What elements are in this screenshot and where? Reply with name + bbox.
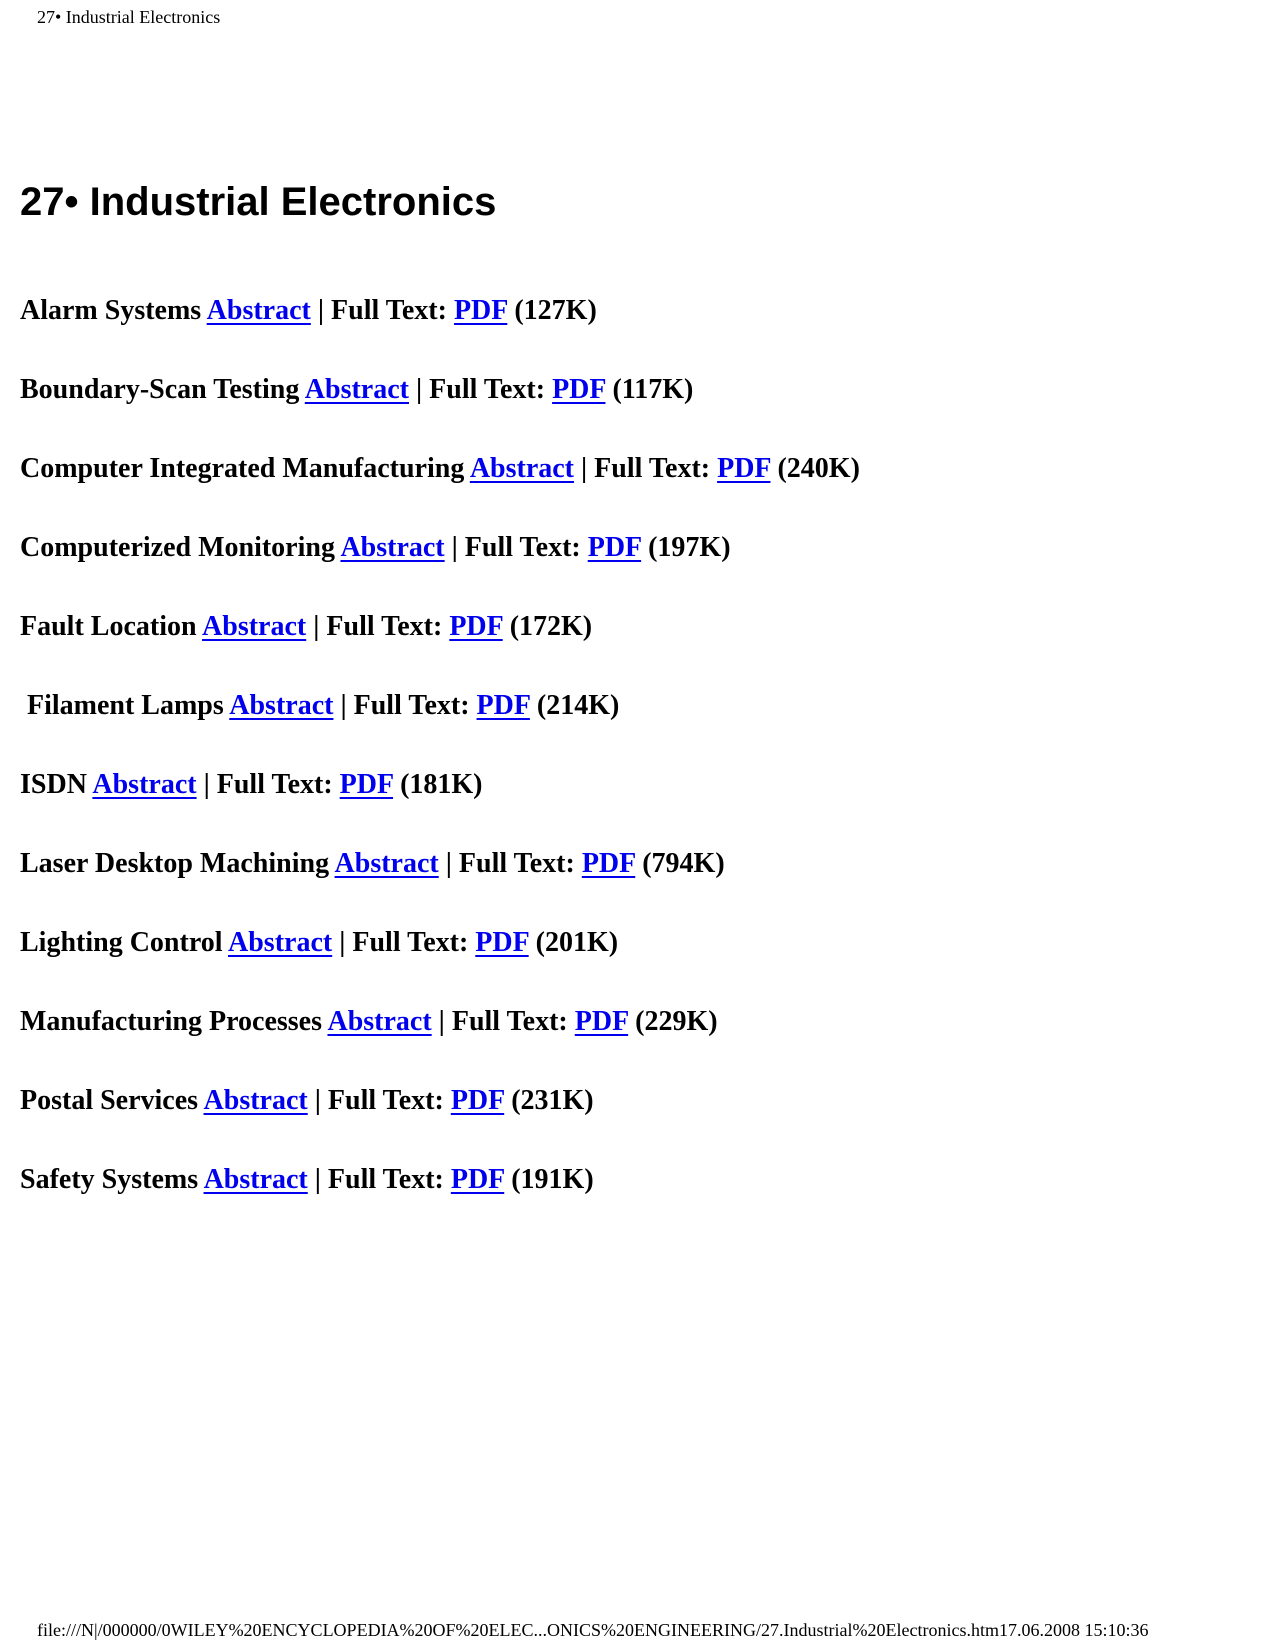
full-text-label: | Full Text:: [339, 927, 469, 958]
article-title: Computer Integrated Manufacturing: [20, 453, 465, 484]
print-header: 27• Industrial Electronics: [37, 7, 221, 27]
file-size: (127K): [514, 295, 597, 326]
pdf-link[interactable]: PDF: [450, 1164, 505, 1195]
article-title: Manufacturing Processes: [20, 1006, 322, 1037]
print-footer: file:///N|/000000/0WILEY%20ENCYCLOPEDIA%20OF%20ELEC...ONICS%20ENGINEERING/27.Industrial%20Electronics.htm17.06.2008 15:10:36: [37, 1620, 1149, 1640]
full-text-label: | Full Text:: [416, 374, 546, 405]
list-item: [20, 1163, 860, 1242]
pdf-link[interactable]: PDF: [581, 848, 636, 879]
file-size: (181K): [400, 769, 483, 800]
list-item: [20, 531, 860, 610]
article-title: Computerized Monitoring: [20, 532, 335, 563]
article-title: Filament Lamps: [20, 690, 224, 721]
pdf-link[interactable]: PDF: [717, 453, 771, 484]
article-title: Fault Location: [20, 611, 197, 642]
file-size: (240K): [777, 453, 860, 484]
full-text-label: | Full Text:: [313, 611, 443, 642]
full-text-label: | Full Text:: [445, 848, 575, 879]
abstract-link[interactable]: Abstract: [327, 1006, 432, 1037]
full-text-label: | Full Text:: [438, 1006, 568, 1037]
list-item: [20, 926, 860, 1005]
abstract-link[interactable]: Abstract: [469, 453, 575, 484]
article-title: Boundary-Scan Testing: [20, 374, 300, 405]
pdf-link[interactable]: PDF: [552, 374, 606, 405]
full-text-label: | Full Text:: [451, 532, 581, 563]
abstract-link[interactable]: Abstract: [340, 532, 445, 563]
pdf-link[interactable]: PDF: [450, 1085, 505, 1116]
article-list: [20, 294, 860, 1242]
pdf-link[interactable]: PDF: [476, 690, 530, 721]
list-item: [20, 768, 860, 847]
abstract-link[interactable]: Abstract: [92, 769, 197, 800]
file-size: (191K): [511, 1164, 594, 1195]
file-size: (229K): [635, 1006, 718, 1037]
full-text-label: | Full Text:: [340, 690, 470, 721]
file-size: (231K): [511, 1085, 594, 1116]
abstract-link[interactable]: Abstract: [304, 374, 409, 405]
pdf-link[interactable]: PDF: [453, 295, 508, 326]
article-title: Lighting Control: [20, 927, 223, 958]
pdf-link[interactable]: PDF: [574, 1006, 629, 1037]
list-item: [20, 1084, 860, 1163]
article-title: Laser Desktop Machining: [20, 848, 330, 879]
full-text-label: | Full Text:: [581, 453, 711, 484]
pdf-link[interactable]: PDF: [587, 532, 642, 563]
abstract-link[interactable]: Abstract: [203, 1085, 308, 1116]
article-title: Postal Services: [20, 1085, 199, 1116]
full-text-label: | Full Text:: [314, 1085, 444, 1116]
list-item: [20, 452, 860, 531]
pdf-link[interactable]: PDF: [339, 769, 394, 800]
article-title: ISDN: [20, 769, 87, 800]
abstract-link[interactable]: Abstract: [228, 927, 333, 958]
page-title: 27• Industrial Electronics: [20, 180, 497, 224]
article-title: Alarm Systems: [20, 295, 202, 326]
list-item: [20, 373, 860, 452]
full-text-label: | Full Text:: [314, 1164, 444, 1195]
list-item: [20, 689, 860, 768]
pdf-link[interactable]: PDF: [449, 611, 503, 642]
abstract-link[interactable]: Abstract: [202, 611, 307, 642]
abstract-link[interactable]: Abstract: [334, 848, 439, 879]
file-size: (214K): [536, 690, 620, 721]
pdf-link[interactable]: PDF: [475, 927, 529, 958]
file-size: (117K): [612, 374, 694, 405]
abstract-link[interactable]: Abstract: [206, 295, 311, 326]
file-size: (172K): [509, 611, 593, 642]
list-item: [20, 610, 860, 689]
file-size: (197K): [648, 532, 731, 563]
list-item: [20, 1005, 860, 1084]
file-size: (794K): [642, 848, 725, 879]
full-text-label: | Full Text:: [203, 769, 333, 800]
list-item: [20, 847, 860, 926]
article-title: Safety Systems: [20, 1164, 199, 1195]
abstract-link[interactable]: Abstract: [229, 690, 334, 721]
full-text-label: | Full Text:: [317, 295, 447, 326]
abstract-link[interactable]: Abstract: [203, 1164, 308, 1195]
list-item: [20, 294, 860, 373]
file-size: (201K): [535, 927, 619, 958]
